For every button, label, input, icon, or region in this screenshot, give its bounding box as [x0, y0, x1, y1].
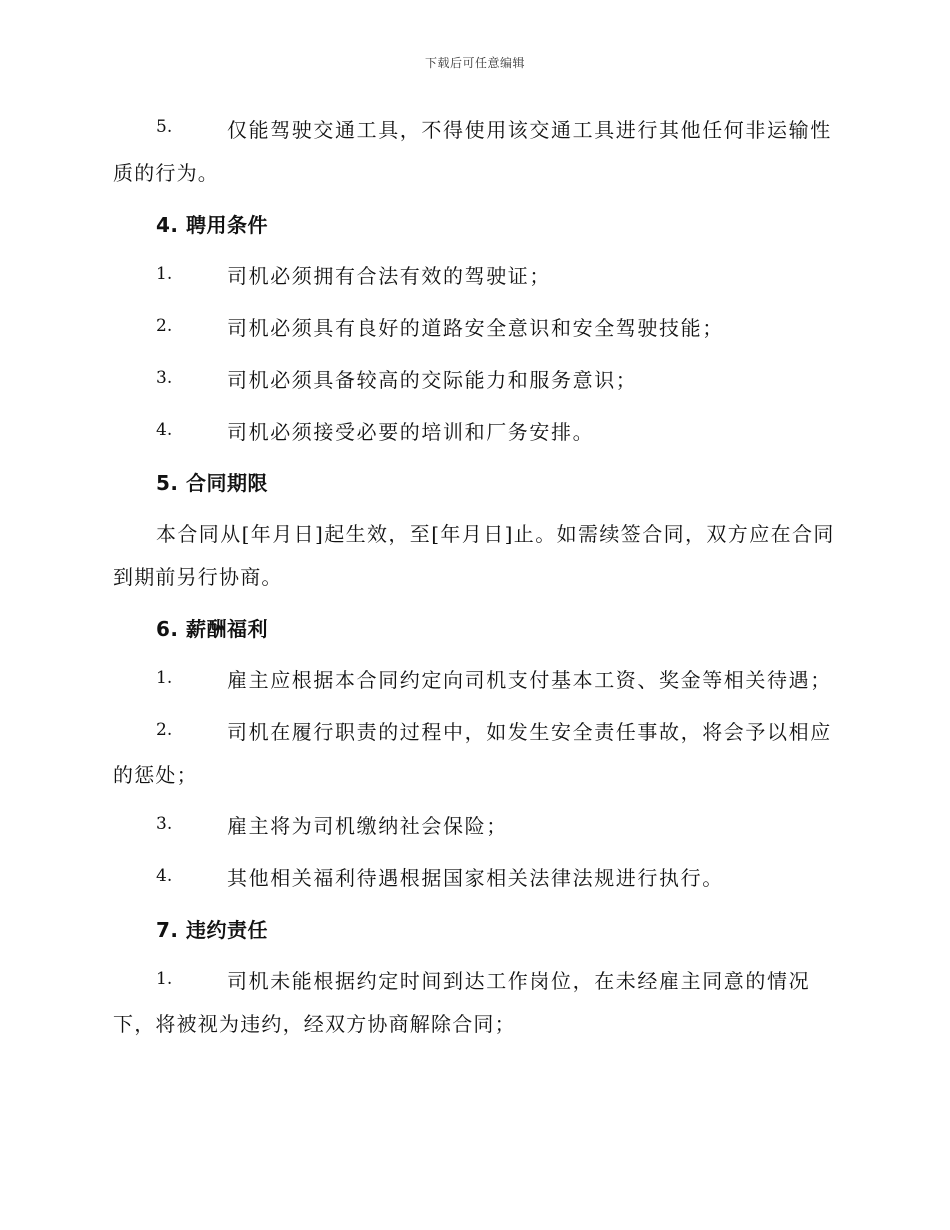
paragraph-text: 本合同从[年月日]起生效，至[年月日]止。如需续签合同，双方应在合同 [156, 522, 835, 546]
list-number: 1. [156, 264, 173, 284]
list-item-text: 司机必须具有良好的道路安全意识和安全驾驶技能； [227, 316, 724, 340]
list-number: 2. [156, 720, 173, 740]
list-number: 3. [156, 814, 173, 834]
list-number: 4. [156, 866, 173, 886]
list-item-text: 司机必须拥有合法有效的驾驶证； [227, 264, 551, 288]
list-number: 1. [156, 969, 173, 989]
list-item-text: 司机必须接受必要的培训和厂务安排。 [227, 420, 595, 444]
header-note: 下载后可任意编辑 [424, 56, 525, 70]
list-item-continuation: 质的行为。 [113, 161, 219, 185]
list-number: 3. [156, 368, 173, 388]
list-item-text: 仅能驾驶交通工具，不得使用该交通工具进行其他任何非运输性 [227, 118, 832, 142]
list-item-text: 雇主应根据本合同约定向司机支付基本工资、奖金等相关待遇； [227, 668, 832, 692]
section-heading: 4. 聘用条件 [156, 213, 268, 237]
list-number: 1. [156, 668, 173, 688]
paragraph-continuation: 到期前另行协商。 [113, 565, 283, 589]
list-item-continuation: 的惩处； [113, 763, 198, 787]
list-number: 2. [156, 316, 173, 336]
list-number: 4. [156, 420, 173, 440]
section-heading: 5. 合同期限 [156, 471, 268, 495]
section-heading: 7. 违约责任 [156, 918, 268, 942]
list-number: 5. [156, 117, 173, 137]
list-item-text: 司机必须具备较高的交际能力和服务意识； [227, 368, 638, 392]
list-item-text: 司机在履行职责的过程中，如发生安全责任事故，将会予以相应 [227, 720, 832, 744]
list-item-text: 雇主将为司机缴纳社会保险； [227, 814, 508, 838]
section-heading: 6. 薪酬福利 [156, 617, 268, 641]
list-item-continuation: 下，将被视为违约，经双方协商解除合同； [113, 1012, 516, 1036]
list-item-text: 其他相关福利待遇根据国家相关法律法规进行执行。 [227, 866, 724, 890]
list-item-text: 司机未能根据约定时间到达工作岗位，在未经雇主同意的情况 [227, 969, 811, 993]
